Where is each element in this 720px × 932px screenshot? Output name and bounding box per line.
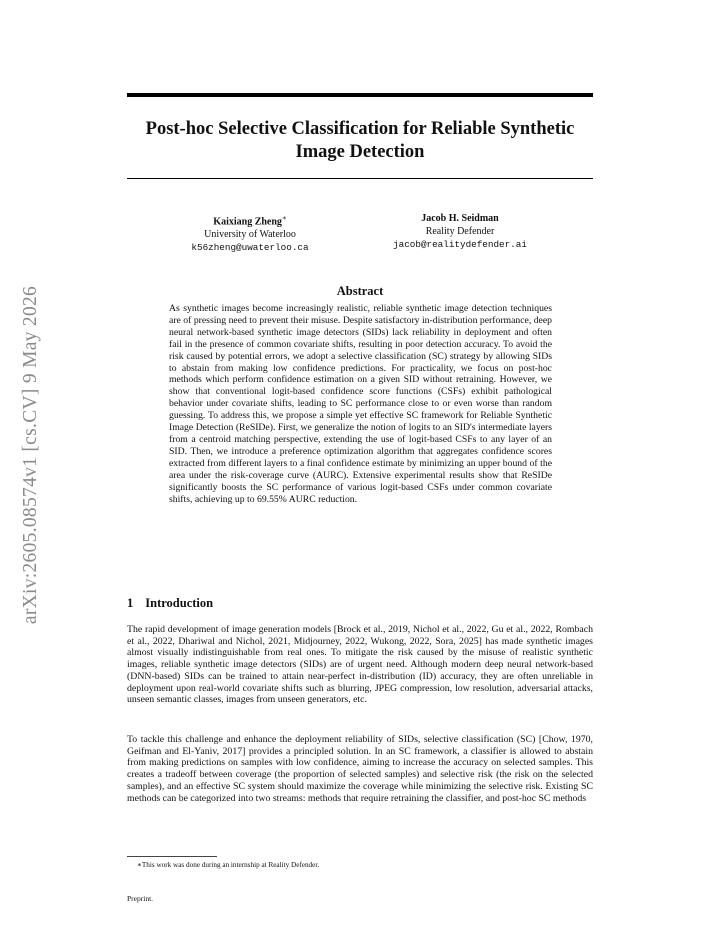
author-affiliation: University of Waterloo (204, 229, 296, 241)
section-heading (127, 596, 213, 611)
title-bottom-rule (127, 178, 593, 179)
author-name: Jacob H. Seidman (421, 213, 499, 224)
author-block-2 (370, 212, 550, 251)
paper-title: Post-hoc Selective Classification for Reliable Synthetic Image Detection (145, 119, 575, 162)
author-affiliation: Reality Defender (425, 226, 495, 237)
abstract-heading: Abstract (336, 284, 384, 298)
arxiv-identifier: arXiv:2605.08574v1 [cs.CV] 9 May 2026 (20, 285, 41, 625)
author-name: Kaixiang Zheng∗ (213, 214, 287, 228)
section-title: Introduction (145, 596, 214, 610)
paragraph: To tackle this challenge and enhance the deployment reliability of SIDs, selective classification (SC) [Chow, 1970, Geifman and El-Yaniv, 2017] provides a principled solution. In an SC framework, a classifier is allowed to abstain from making predictions on samples with low confidence, aiming to increase the accuracy on selected samples. This creates a tradeoff between coverage (the proportion of selected samples) and selective risk (the risk on the selected samples), and an effective SC system should maximize the coverage while minimizing the selective risk. Existing SC methods can be categorized into two streams: methods that require retraining the classifier, and post-hoc SC methods (127, 734, 593, 804)
footnote: ∗This work was done during an internship at Reality Defender. (137, 861, 320, 869)
paragraph: The rapid development of image generation models [Brock et al., 2019, Nichol et al., 2022, Gu et al., 2022, Rombach et al., 2022, Dhariwal and Nichol, 2021, Midjourney, 2022, Wukong, 2022, Sora, 2025] has made synthetic images almost visually indistinguishable from real ones. To mitigate the risk caused by the misuse of realistic synthetic images, reliable synthetic image detectors (SIDs) are of urgent need. Although modern deep neural network-based (DNN-based) SIDs can be trained to attain near-perfect in-distribution (ID) accuracy, they are often unreliable in deployment upon real-world covariate shifts such as blurring, JPEG compression, low resolution, adversarial attacks, unseen semantic classes, images from unseen generators, etc. (127, 624, 593, 706)
section-number: 1 (127, 596, 134, 610)
footer-preprint: Preprint. (127, 894, 154, 903)
title-top-rule (127, 93, 593, 97)
abstract-text: As synthetic images become increasingly realistic, reliable synthetic image detection techniques are of pressing need to prevent their misuse. Despite satisfactory in-distribution performance, deep neural network-based synthetic image detectors (SIDs) lack reliability in deployment and often fail in the presence of common covariate shifts, resulting in poor detection accuracy. To avoid the risk caused by potential errors, we adopt a selective classification (SC) strategy by allowing SIDs to abstain from making low confidence predictions. For practicality, we focus on post-hoc methods which perform confidence estimation on a given SID without retraining. However, we show that conventional logit-based confidence score functions (CSFs) exhibit pathological behavior under covariate shifts, leading to SC performance close to or even worse than random guessing. To address this, we propose a simple yet effective SC framework for Reliable Synthetic Image Detection (ReSIDe). First, we generalize the notion of logits to an SID's intermediate layers from a centroid matching perspective, extending the use of logit-based CSFs to any layer of an SID. Then, we introduce a preference optimization algorithm that aggregates confidence scores extracted from different layers to a final confidence estimate by minimizing an upper bound of the area under the risk-coverage curve (AURC). Extensive experimental results show that ReSIDe significantly boosts the SC performance of various logit-based CSFs under common covariate shifts, achieving up to 69.55% AURC reduction. (169, 303, 552, 505)
footnote-rule (127, 856, 217, 857)
author-email: jacob@realitydefender.ai (393, 239, 527, 250)
author-block-1 (160, 212, 340, 254)
author-email: k56zheng@uwaterloo.ca (191, 242, 309, 254)
